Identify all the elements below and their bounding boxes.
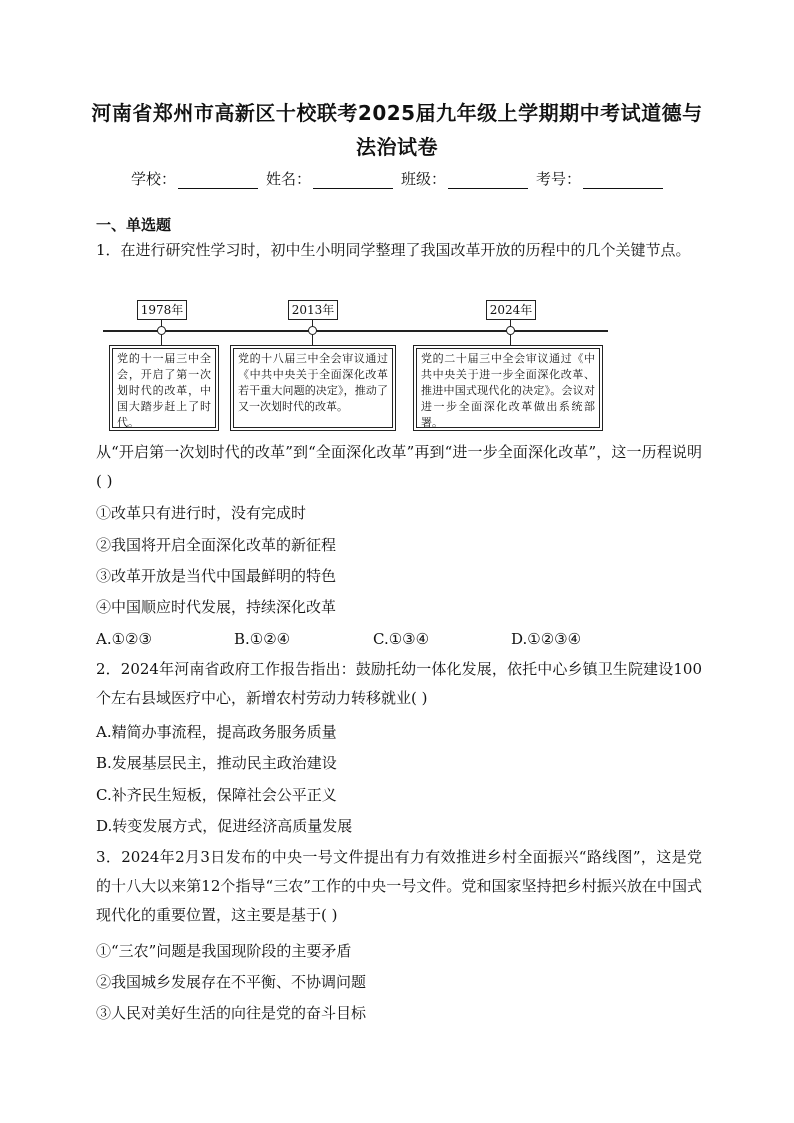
q1-statement-3: ③改革开放是当代中国最鲜明的特色	[96, 567, 337, 585]
q2-option-d[interactable]: D.转变发展方式，促进经济高质量发展	[96, 817, 353, 835]
exam-number-blank[interactable]	[583, 174, 663, 189]
timeline-node	[157, 326, 166, 335]
name-blank[interactable]	[313, 174, 393, 189]
timeline-stem	[161, 335, 162, 345]
timeline-event-2024: 党的二十届三中全会审议通过《中共中央关于进一步全面深化改革、推进中国式现代化的决定》。会议对进一步全面深化改革做出系统部署。	[413, 345, 603, 431]
school-field[interactable]: 学校：	[131, 168, 258, 189]
timeline-year-2024: 2024年	[486, 300, 536, 320]
q3-stem: 3．2024年2月3日发布的中央一号文件提出有力有效推进乡村全面振兴“路线图”，这是党的十八大以来第12个指导“三农”工作的中央一号文件。党和国家坚持把乡村振兴放在中国式现代化的重要位置，这主要是基于( )	[96, 848, 702, 924]
q1-option-b[interactable]: B.①②④	[234, 630, 291, 648]
timeline-node	[506, 326, 515, 335]
class-blank[interactable]	[448, 174, 528, 189]
q1-option-a[interactable]: A.①②③	[96, 630, 152, 648]
timeline-event-1978: 党的十一届三中全会，开启了第一次划时代的改革，中国大踏步赶上了时代。	[109, 345, 219, 431]
q1-statement-4: ④中国顺应时代发展，持续深化改革	[96, 598, 337, 616]
school-blank[interactable]	[178, 174, 258, 189]
q1-statement-2: ②我国将开启全面深化改革的新征程	[96, 536, 337, 554]
q2-option-b[interactable]: B.发展基层民主，推动民主政治建设	[96, 754, 337, 772]
title-line-1: 河南省郑州市高新区十校联考2025届九年级上学期期中考试道德与	[91, 101, 703, 125]
q2-stem: 2．2024年河南省政府工作报告指出：鼓励托幼一体化发展，依托中心乡镇卫生院建设100个左右县域医疗中心，新增农村劳动力转移就业( )	[96, 660, 702, 707]
section-title: 一、单选题	[96, 216, 172, 234]
q1-option-c[interactable]: C.①③④	[373, 630, 430, 648]
class-field[interactable]: 班级：	[401, 168, 528, 189]
q2-option-c[interactable]: C.补齐民生短板，保障社会公平正义	[96, 786, 337, 804]
q1-stem: 1．在进行研究性学习时，初中生小明同学整理了我国改革开放的历程中的几个关键节点。	[96, 241, 691, 259]
timeline-year-2013: 2013年	[288, 300, 338, 320]
q1-statement-1: ①改革只有进行时，没有完成时	[96, 504, 307, 522]
q3-statement-2: ②我国城乡发展存在不平衡、不协调问题	[96, 973, 367, 991]
timeline-event-2013: 党的十八届三中全会审议通过《中共中央关于全面深化改革若干重大问题的决定》，推动了又一次划时代的改革。	[230, 345, 396, 431]
name-field[interactable]: 姓名：	[266, 168, 393, 189]
timeline-node	[308, 326, 317, 335]
timeline-stem	[312, 335, 313, 345]
student-info-row	[0, 168, 794, 189]
exam-title	[90, 96, 704, 164]
q2-option-a[interactable]: A.精简办事流程，提高政务服务质量	[96, 723, 337, 741]
q3-statement-1: ①“三农”问题是我国现阶段的主要矛盾	[96, 942, 352, 960]
exam-number-field[interactable]: 考号：	[536, 168, 663, 189]
timeline-stem	[510, 335, 511, 345]
q1-option-d[interactable]: D.①②③④	[511, 630, 582, 648]
title-line-2: 法治试卷	[356, 135, 438, 159]
timeline-axis	[103, 330, 608, 332]
q1-question: 从“开启第一次划时代的改革”到“全面深化改革”再到“进一步全面深化改革”，这一历程说明( )	[96, 443, 702, 490]
timeline-year-1978: 1978年	[137, 300, 187, 320]
reform-timeline-figure	[103, 300, 608, 432]
q3-statement-3: ③人民对美好生活的向往是党的奋斗目标	[96, 1004, 367, 1022]
